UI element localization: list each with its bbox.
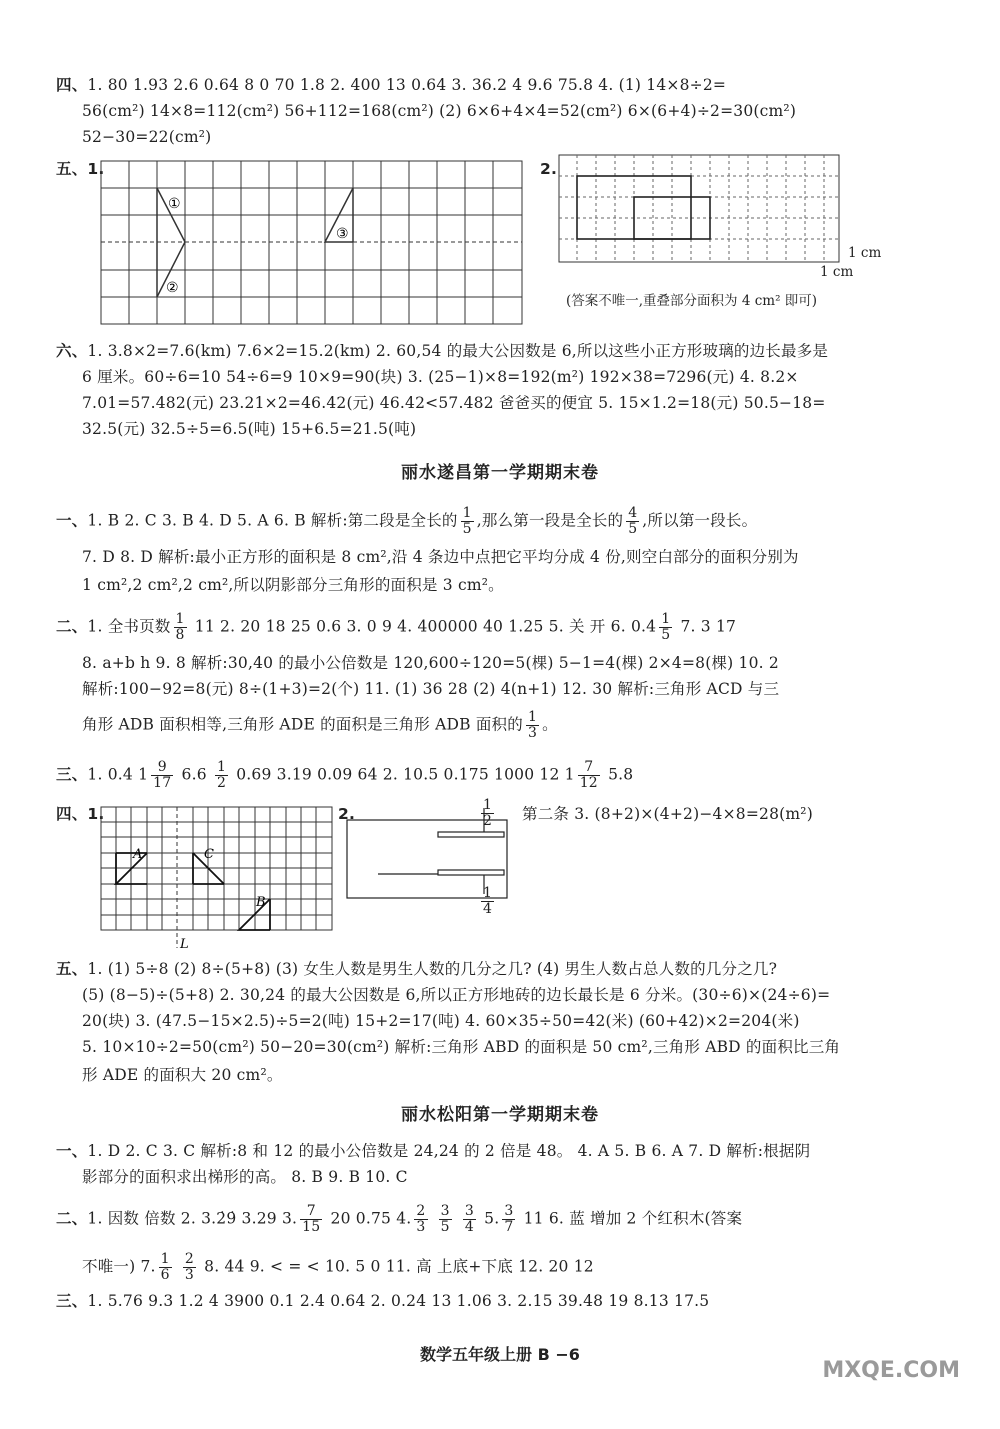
fraction: $\frac{1}{8}$ xyxy=(175,611,185,643)
sc-s1-line1: 一、1. B 2. C 3. B 4. D 5. A 6. B 解析:第二段是全长的 $\frac{1}{5}$ ,那么第一段是全长的 $\frac{4}{5}$ ,所以第一段长。 xyxy=(56,505,758,537)
sc-s5-line5: 形 ADE 的面积大 20 cm²。 xyxy=(82,1066,283,1084)
prev-s6-line3: 7.01=57.482(元) 23.21×2=46.42(元) 46.42<57.482 爸爸买的便宜 5. 15×1.2=18(元) 50.5−18= xyxy=(82,394,826,412)
mark-1: ① xyxy=(168,196,181,212)
page-footer: 数学五年级上册 B −6 xyxy=(420,1345,580,1364)
section-title-songyang: 丽水松阳第一学期期末卷 xyxy=(401,1105,599,1125)
sc-s3-line1: 三、1. 0.4 1 $\frac{9}{17}$ 6.6 $\frac{1}{2}$ 0.69 3.19 0.09 64 2. 10.5 0.175 1000 12 1 $\frac{7}{12}$ 5.8 xyxy=(56,759,634,791)
sc-s2-line4: 角形 ADB 面积相等,三角形 ADE 的面积是三角形 ADB 面积的 $\frac{1}{3}$ 。 xyxy=(82,709,558,741)
prev-s5-q2: 2. xyxy=(540,160,558,178)
sc-s4-rest: 第二条 3. (8+2)×(4+2)−4×8=28(m²) xyxy=(522,805,813,823)
fraction: $\frac{1}{2}$ xyxy=(216,759,227,791)
sc-s4-label: 四、1. xyxy=(56,805,105,823)
section-label: 四、 xyxy=(56,76,88,94)
overlap-note: (答案不唯一,重叠部分面积为 4 cm² 即可) xyxy=(566,293,818,309)
fraction: $\frac{3}{7}$ xyxy=(504,1203,514,1235)
fraction: $\frac{1}{5}$ xyxy=(661,611,671,643)
prev-s5-label: 五、1. xyxy=(56,160,105,178)
sc-s2-line1: 二、1. 全书页数 $\frac{1}{8}$ 11 2. 20 18 25 0.6 3. 0 9 4. 400000 40 1.25 5. 关 开 6. 0.4 $\frac{1}{5}$ 7. 3 17 xyxy=(56,611,737,643)
sc-s4-q2: 2. xyxy=(338,805,356,823)
sc-s2-line3: 解析:100−92=8(元) 8÷(1+3)=2(个) 11. (1) 36 28 (2) 4(n+1) 12. 30 解析:三角形 ACD 与三 xyxy=(82,680,780,698)
unit-v: 1 cm xyxy=(848,245,882,261)
sc-s5-line3: 20(块) 3. (47.5−15×2.5)÷5=2(吨) 15+2=17(吨) 4. 60×35÷50=42(米) (60+42)×2=204(米) xyxy=(82,1012,800,1030)
prev-s4-line1: 四、1. 80 1.93 2.6 0.64 8 0 70 1.8 2. 400 13 0.64 3. 36.2 4 9.6 75.8 4. (1) 14×8÷2= xyxy=(56,76,727,94)
prev-s6-line2: 6 厘米。60÷6=10 54÷6=9 10×9=90(块) 3. (25−1)×8=192(m²) 192×38=7296(元) 4. 8.2× xyxy=(82,368,799,386)
sy-s1-line2: 影部分的面积求出梯形的高。 8. B 9. B 10. C xyxy=(82,1168,408,1186)
fraction: $\frac{7}{12}$ xyxy=(579,759,598,791)
sc-s5-line4: 5. 10×10÷2=50(cm²) 50−20=30(cm²) 解析:三角形 ABD 的面积是 50 cm²,三角形 ABD 的面积比三角 xyxy=(82,1038,841,1056)
sy-s1-line1: 一、1. D 2. C 3. C 解析:8 和 12 的最小公倍数是 24,24 的 2 倍是 48。 4. A 5. B 6. A 7. D 解析:根据阴 xyxy=(56,1142,811,1160)
fraction: $\frac{2}{3}$ xyxy=(416,1203,426,1235)
label-B: B xyxy=(256,895,266,910)
prev-s6-line4: 32.5(元) 32.5÷5=6.5(吨) 15+6.5=21.5(吨) xyxy=(82,420,417,438)
grid-figure-3 xyxy=(100,806,334,952)
fraction: $\frac{1}{3}$ xyxy=(527,709,538,741)
grid-figure-2 xyxy=(558,154,842,264)
grid-figure-1 xyxy=(100,160,524,326)
mark-2: ② xyxy=(166,280,179,296)
label-A: A xyxy=(133,847,143,862)
sc-s5-line2: (5) (8−5)÷(5+8) 2. 30,24 的最大公因数是 6,所以正方形地砖的边长最长是 6 分米。(30÷6)×(24÷6)= xyxy=(82,986,831,1004)
sc-s1-line2: 7. D 8. D 解析:最小正方形的面积是 8 cm²,沿 4 条边中点把它平均分成 4 份,则空白部分的面积分别为 xyxy=(82,548,799,566)
sc-s4-frac1: $\frac{1}{2}$ xyxy=(483,797,493,829)
fraction: $\frac{9}{17}$ xyxy=(153,759,172,791)
sc-s4-frac2: $\frac{1}{4}$ xyxy=(483,885,493,917)
fraction: $\frac{3}{5}$ xyxy=(440,1203,450,1235)
fraction: $\frac{2}{3}$ xyxy=(184,1251,195,1283)
prev-s6-line1: 六、1. 3.8×2=7.6(km) 7.6×2=15.2(km) 2. 60,54 的最大公因数是 6,所以这些小正方形玻璃的边长最多是 xyxy=(56,342,829,360)
fraction: $\frac{7}{15}$ xyxy=(302,1203,321,1235)
fraction: $\frac{3}{4}$ xyxy=(464,1203,475,1235)
fraction: $\frac{4}{5}$ xyxy=(628,505,638,537)
fraction: $\frac{1}{6}$ xyxy=(160,1251,170,1283)
prev-s4-line3: 52−30=22(cm²) xyxy=(82,128,212,146)
mark-3: ③ xyxy=(336,226,349,242)
sy-s3-line1: 三、1. 5.76 9.3 1.2 4 3900 0.1 2.4 0.64 2. 0.24 13 1.06 3. 2.15 39.48 19 8.13 17.5 xyxy=(56,1292,710,1310)
fraction: $\frac{1}{5}$ xyxy=(462,505,472,537)
sc-s2-line2: 8. a+b h 9. 8 解析:30,40 的最小公倍数是 120,600÷120=5(棵) 5−1=4(棵) 2×4=8(棵) 10. 2 xyxy=(82,654,779,672)
section-title-suichang: 丽水遂昌第一学期期末卷 xyxy=(401,463,599,483)
prev-s4-line2: 56(cm²) 14×8=112(cm²) 56+112=168(cm²) (2) 6×6+4×4=52(cm²) 6×(6+4)÷2=30(cm²) xyxy=(82,102,797,120)
sc-s5-line1: 五、1. (1) 5÷8 (2) 8÷(5+8) (3) 女生人数是男生人数的几分之几? (4) 男生人数占总人数的几分之几? xyxy=(56,960,778,978)
label-L: L xyxy=(180,937,189,952)
sy-s2-line1: 二、1. 因数 倍数 2. 3.2̇9̇ 3.29 3. $\frac{7}{15}$ 20 0.75 4. $\frac{2}{3}$ $\frac{3}{5}$ $\frac{3}{4}$ 5. $\frac{3}{7}$ 11 6. 蓝 增加 2 个红积木(答案 xyxy=(56,1203,743,1235)
sc-s1-line3: 1 cm²,2 cm²,2 cm²,所以阴影部分三角形的面积是 3 cm²。 xyxy=(82,576,504,594)
label-C: C xyxy=(204,847,214,862)
unit-h: 1 cm xyxy=(820,264,854,280)
sy-s2-line2: 不唯一) 7. $\frac{1}{6}$ $\frac{2}{3}$ 8. 44 9. < = < 10. 5 0 11. 高 上底+下底 12. 20 12 xyxy=(82,1251,594,1283)
watermark: MXQE.COM xyxy=(822,1358,960,1383)
